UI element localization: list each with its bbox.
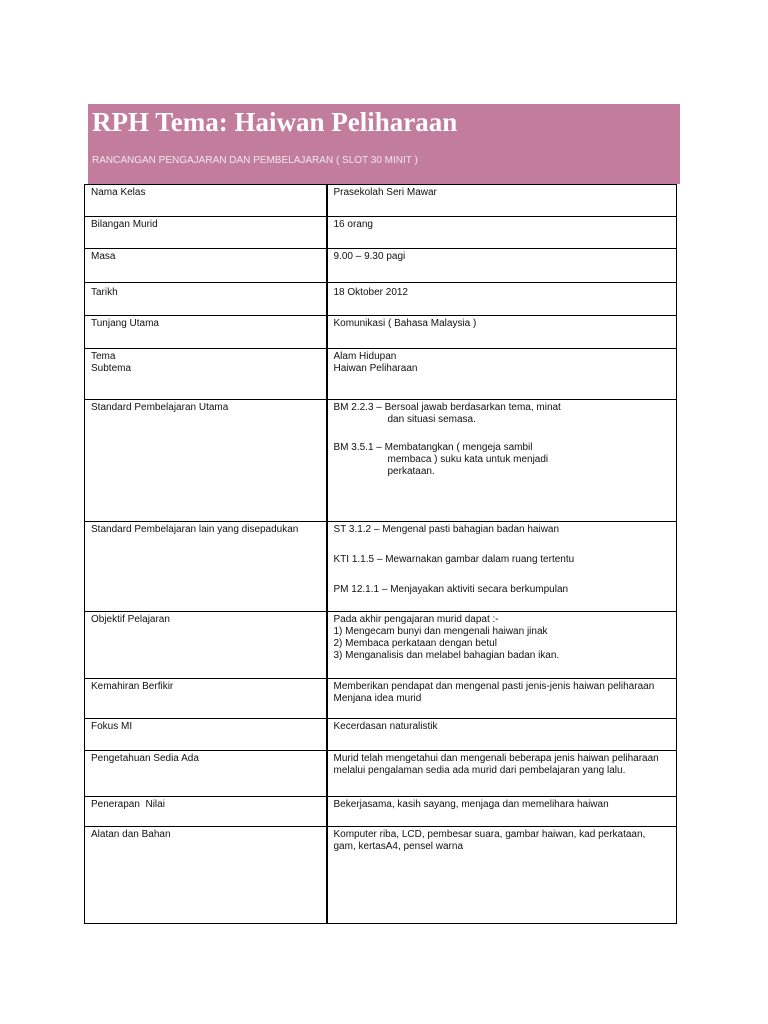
- standard-lain-item-3: PM 12.1.1 – Menjayakan aktiviti secara berkumpulan: [333, 584, 569, 595]
- document-title: RPH Tema: Haiwan Peliharaan: [92, 107, 458, 137]
- value-cell: [327, 400, 677, 522]
- value-cell: [327, 751, 677, 797]
- tema-value: Alam Hidupan: [333, 351, 397, 362]
- subtema-label: Subtema: [91, 363, 132, 374]
- value-cell: Komunikasi ( Bahasa Malaysia ): [327, 316, 677, 349]
- row-pengetahuan-sedia-ada: [85, 751, 677, 797]
- label-cell: Kemahiran Berfikir: [85, 679, 327, 719]
- objektif-item-2: 2) Membaca perkataan dengan betul: [333, 638, 497, 649]
- standard-item-2-cont: membaca ) suku kata untuk menjadi: [387, 454, 549, 465]
- value-cell: 9.00 – 9.30 pagi: [327, 249, 677, 283]
- alatan-line-2: gam, kertasA4, pensel warna: [333, 841, 464, 852]
- value-cell: [327, 349, 677, 400]
- label-cell: Masa: [85, 249, 327, 283]
- tema-label: Tema: [91, 351, 116, 362]
- spacer: [334, 566, 671, 584]
- alatan-line-1: Komputer riba, LCD, pembesar suara, gambar haiwan, kad perkataan,: [333, 829, 646, 840]
- value-cell: Bekerjasama, kasih sayang, menjaga dan memelihara haiwan: [327, 797, 677, 827]
- row-tunjang-utama: [85, 316, 677, 349]
- value-cell: Prasekolah Seri Mawar: [327, 185, 677, 217]
- standard-lain-item-2: KTI 1.1.5 – Mewarnakan gambar dalam ruang tertentu: [333, 554, 575, 565]
- kemahiran-line-2: Menjana idea murid: [333, 693, 422, 704]
- spacer: [334, 536, 671, 554]
- value-cell: 18 Oktober 2012: [327, 283, 677, 316]
- label-cell: Fokus MI: [85, 719, 327, 751]
- row-objektif: [85, 612, 677, 679]
- row-bilangan-murid: [85, 217, 677, 249]
- standard-item-1: BM 2.2.3 – Bersoal jawab berdasarkan tema, minat: [333, 402, 561, 413]
- pengetahuan-line-1: Murid telah mengetahui dan mengenali beberapa jenis haiwan peliharaan: [333, 753, 659, 764]
- objektif-item-3: 3) Menganalisis dan melabel bahagian badan ikan.: [333, 650, 560, 661]
- standard-item-2-cont: perkataan.: [387, 466, 435, 477]
- label-cell: Tarikh: [85, 283, 327, 316]
- pengetahuan-line-2: melalui pengalaman sedia ada murid dari pembelajaran yang lalu.: [333, 765, 626, 776]
- document-subtitle: RANCANGAN PENGAJARAN DAN PEMBELAJARAN ( SLOT 30 MINIT ): [92, 155, 418, 166]
- value-cell: 16 orang: [327, 217, 677, 249]
- row-penerapan-nilai: [85, 797, 677, 827]
- kemahiran-line-1: Memberikan pendapat dan mengenal pasti jenis-jenis haiwan peliharaan: [333, 681, 655, 692]
- row-fokus-mi: [85, 719, 677, 751]
- objektif-item-1: 1) Mengecam bunyi dan mengenali haiwan jinak: [333, 626, 548, 637]
- objektif-intro: Pada akhir pengajaran murid dapat :-: [333, 614, 499, 625]
- value-cell: [327, 827, 677, 924]
- label-cell: Penerapan Nilai: [85, 797, 327, 827]
- standard-lain-item-1: ST 3.1.2 – Mengenal pasti bahagian badan haiwan: [333, 524, 560, 535]
- label-cell: Bilangan Murid: [85, 217, 327, 249]
- label-cell: Tunjang Utama: [85, 316, 327, 349]
- lesson-plan-table: [84, 184, 677, 924]
- spacer: [334, 426, 671, 442]
- row-standard-utama: [85, 400, 677, 522]
- label-cell: Alatan dan Bahan: [85, 827, 327, 924]
- row-standard-lain: [85, 522, 677, 612]
- subtema-value: Haiwan Peliharaan: [333, 363, 418, 374]
- value-cell: [327, 522, 677, 612]
- standard-item-1-cont: dan situasi semasa.: [387, 414, 476, 425]
- value-cell: [327, 679, 677, 719]
- value-cell: Kecerdasan naturalistik: [327, 719, 677, 751]
- label-cell: Pengetahuan Sedia Ada: [85, 751, 327, 797]
- row-nama-kelas: [85, 185, 677, 217]
- row-kemahiran-berfikir: [85, 679, 677, 719]
- row-tema: [85, 349, 677, 400]
- label-cell: Objektif Pelajaran: [85, 612, 327, 679]
- header-band: [88, 104, 680, 184]
- label-cell: Nama Kelas: [85, 185, 327, 217]
- standard-item-2: BM 3.5.1 – Membatangkan ( mengeja sambil: [333, 442, 533, 453]
- value-cell: [327, 612, 677, 679]
- label-cell: [85, 349, 327, 400]
- row-masa: [85, 249, 677, 283]
- row-alatan-bahan: [85, 827, 677, 924]
- label-cell: Standard Pembelajaran Utama: [85, 400, 327, 522]
- label-cell: Standard Pembelajaran lain yang disepadukan: [85, 522, 327, 612]
- row-tarikh: [85, 283, 677, 316]
